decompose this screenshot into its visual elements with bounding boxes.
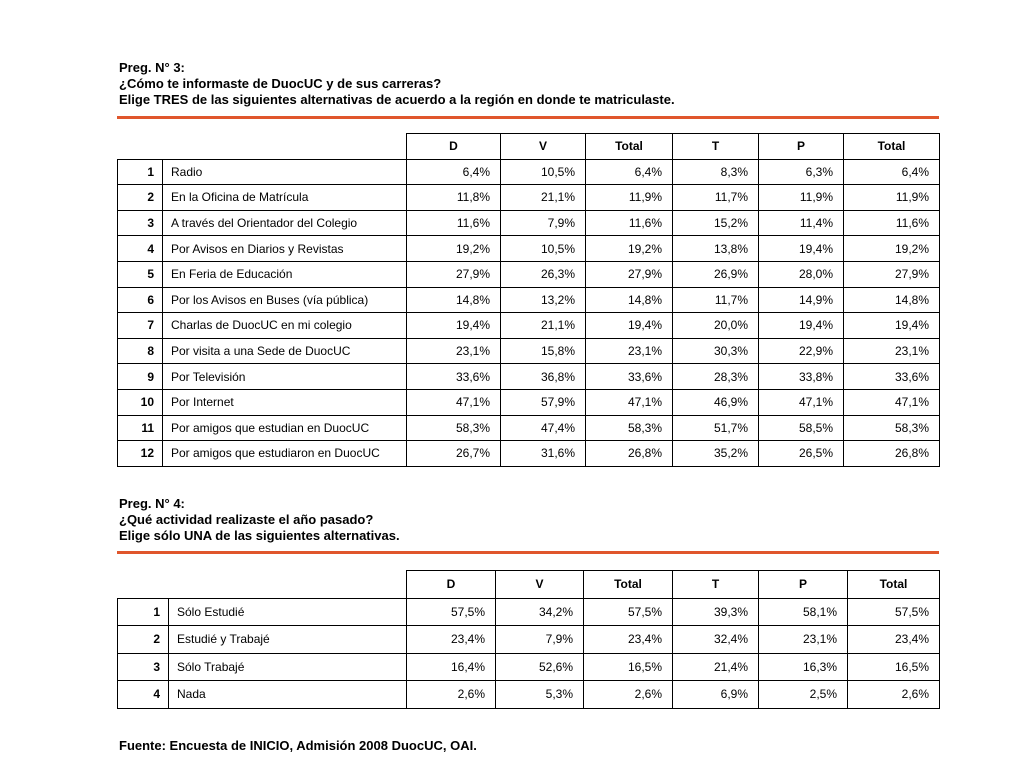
- value-cell: 16,4%: [407, 653, 496, 681]
- row-number: 4: [118, 681, 169, 709]
- value-cell: 14,8%: [844, 287, 940, 313]
- row-label: Sólo Trabajé: [169, 653, 407, 681]
- column-header: D: [407, 134, 501, 160]
- table-row: [118, 287, 940, 313]
- value-cell: 11,9%: [586, 185, 673, 211]
- table-row: [118, 598, 940, 626]
- q3-table: [117, 133, 940, 467]
- value-cell: 58,3%: [844, 415, 940, 441]
- value-cell: 11,6%: [407, 210, 501, 236]
- q3-divider: [117, 116, 939, 119]
- value-cell: 58,3%: [586, 415, 673, 441]
- value-cell: 19,2%: [407, 236, 501, 262]
- value-cell: 7,9%: [501, 210, 586, 236]
- value-cell: 2,6%: [584, 681, 673, 709]
- row-label: Radio: [163, 159, 407, 185]
- column-header: Total: [848, 571, 940, 599]
- row-number: 10: [118, 389, 163, 415]
- value-cell: 22,9%: [759, 338, 844, 364]
- row-number: 8: [118, 338, 163, 364]
- value-cell: 19,4%: [759, 236, 844, 262]
- value-cell: 52,6%: [496, 653, 584, 681]
- table-row: [118, 159, 940, 185]
- q3-title: Preg. N° 3:: [119, 60, 185, 75]
- value-cell: 16,5%: [848, 653, 940, 681]
- q4-header-row: [118, 571, 940, 599]
- value-cell: 46,9%: [673, 389, 759, 415]
- column-header: P: [759, 134, 844, 160]
- value-cell: 19,4%: [844, 313, 940, 339]
- row-label: Por amigos que estudian en DuocUC: [163, 415, 407, 441]
- value-cell: 8,3%: [673, 159, 759, 185]
- value-cell: 27,9%: [844, 261, 940, 287]
- value-cell: 26,8%: [586, 441, 673, 467]
- value-cell: 26,7%: [407, 441, 501, 467]
- blank-cell: [118, 134, 163, 160]
- row-number: 2: [118, 626, 169, 654]
- value-cell: 39,3%: [673, 598, 759, 626]
- value-cell: 28,3%: [673, 364, 759, 390]
- column-header: P: [759, 571, 848, 599]
- value-cell: 47,1%: [586, 389, 673, 415]
- value-cell: 30,3%: [673, 338, 759, 364]
- value-cell: 14,9%: [759, 287, 844, 313]
- row-number: 4: [118, 236, 163, 262]
- value-cell: 6,4%: [844, 159, 940, 185]
- q4-heading: [119, 496, 400, 544]
- value-cell: 6,4%: [407, 159, 501, 185]
- column-header: T: [673, 571, 759, 599]
- row-label: En la Oficina de Matrícula: [163, 185, 407, 211]
- row-number: 3: [118, 210, 163, 236]
- value-cell: 26,8%: [844, 441, 940, 467]
- row-number: 6: [118, 287, 163, 313]
- table-row: [118, 389, 940, 415]
- value-cell: 57,5%: [584, 598, 673, 626]
- row-label: Sólo Estudié: [169, 598, 407, 626]
- value-cell: 26,5%: [759, 441, 844, 467]
- value-cell: 58,3%: [407, 415, 501, 441]
- value-cell: 33,8%: [759, 364, 844, 390]
- value-cell: 47,1%: [407, 389, 501, 415]
- value-cell: 23,1%: [407, 338, 501, 364]
- value-cell: 11,7%: [673, 287, 759, 313]
- q4-divider: [117, 551, 939, 554]
- q3-question: ¿Cómo te informaste de DuocUC y de sus carreras?: [119, 76, 442, 91]
- value-cell: 6,9%: [673, 681, 759, 709]
- column-header: D: [407, 571, 496, 599]
- value-cell: 10,5%: [501, 236, 586, 262]
- value-cell: 11,7%: [673, 185, 759, 211]
- value-cell: 58,5%: [759, 415, 844, 441]
- value-cell: 36,8%: [501, 364, 586, 390]
- value-cell: 6,4%: [586, 159, 673, 185]
- value-cell: 19,4%: [586, 313, 673, 339]
- value-cell: 47,1%: [844, 389, 940, 415]
- row-number: 5: [118, 261, 163, 287]
- value-cell: 21,1%: [501, 313, 586, 339]
- q4-instruction: Elige sólo UNA de las siguientes alternativas.: [119, 528, 400, 543]
- value-cell: 23,4%: [584, 626, 673, 654]
- table-row: [118, 210, 940, 236]
- table-row: [118, 236, 940, 262]
- value-cell: 13,2%: [501, 287, 586, 313]
- q3-header-row: [118, 134, 940, 160]
- value-cell: 33,6%: [844, 364, 940, 390]
- value-cell: 6,3%: [759, 159, 844, 185]
- value-cell: 33,6%: [407, 364, 501, 390]
- value-cell: 32,4%: [673, 626, 759, 654]
- value-cell: 23,1%: [586, 338, 673, 364]
- table-row: [118, 626, 940, 654]
- value-cell: 19,4%: [407, 313, 501, 339]
- value-cell: 47,4%: [501, 415, 586, 441]
- value-cell: 19,4%: [759, 313, 844, 339]
- value-cell: 14,8%: [586, 287, 673, 313]
- value-cell: 26,3%: [501, 261, 586, 287]
- value-cell: 11,9%: [759, 185, 844, 211]
- q4-question: ¿Qué actividad realizaste el año pasado?: [119, 512, 374, 527]
- value-cell: 2,6%: [848, 681, 940, 709]
- row-label: A través del Orientador del Colegio: [163, 210, 407, 236]
- value-cell: 19,2%: [844, 236, 940, 262]
- table-row: [118, 364, 940, 390]
- value-cell: 15,2%: [673, 210, 759, 236]
- value-cell: 47,1%: [759, 389, 844, 415]
- column-header: Total: [586, 134, 673, 160]
- q3-heading: [119, 60, 675, 108]
- value-cell: 11,9%: [844, 185, 940, 211]
- row-number: 1: [118, 598, 169, 626]
- row-label: Por Televisión: [163, 364, 407, 390]
- q4-table: [117, 570, 940, 709]
- value-cell: 57,9%: [501, 389, 586, 415]
- table-row: [118, 261, 940, 287]
- value-cell: 58,1%: [759, 598, 848, 626]
- blank-cell: [163, 134, 407, 160]
- q3-instruction: Elige TRES de las siguientes alternativas de acuerdo a la región en donde te matriculaste.: [119, 92, 675, 107]
- table-row: [118, 415, 940, 441]
- value-cell: 21,4%: [673, 653, 759, 681]
- value-cell: 11,6%: [844, 210, 940, 236]
- row-label: Por los Avisos en Buses (vía pública): [163, 287, 407, 313]
- value-cell: 31,6%: [501, 441, 586, 467]
- value-cell: 19,2%: [586, 236, 673, 262]
- value-cell: 11,6%: [586, 210, 673, 236]
- table-row: [118, 681, 940, 709]
- value-cell: 23,1%: [759, 626, 848, 654]
- table-row: [118, 653, 940, 681]
- blank-cell: [118, 571, 169, 599]
- row-number: 3: [118, 653, 169, 681]
- value-cell: 35,2%: [673, 441, 759, 467]
- source-note: Fuente: Encuesta de INICIO, Admisión 2008 DuocUC, OAI.: [119, 738, 477, 753]
- value-cell: 7,9%: [496, 626, 584, 654]
- q4-title: Preg. N° 4:: [119, 496, 185, 511]
- value-cell: 5,3%: [496, 681, 584, 709]
- value-cell: 16,3%: [759, 653, 848, 681]
- row-label: Por Internet: [163, 389, 407, 415]
- value-cell: 2,6%: [407, 681, 496, 709]
- value-cell: 51,7%: [673, 415, 759, 441]
- value-cell: 28,0%: [759, 261, 844, 287]
- value-cell: 20,0%: [673, 313, 759, 339]
- value-cell: 26,9%: [673, 261, 759, 287]
- column-header: T: [673, 134, 759, 160]
- table-row: [118, 441, 940, 467]
- value-cell: 11,4%: [759, 210, 844, 236]
- row-label: Estudié y Trabajé: [169, 626, 407, 654]
- column-header: V: [496, 571, 584, 599]
- value-cell: 23,4%: [407, 626, 496, 654]
- table-row: [118, 185, 940, 211]
- value-cell: 57,5%: [848, 598, 940, 626]
- value-cell: 27,9%: [407, 261, 501, 287]
- value-cell: 14,8%: [407, 287, 501, 313]
- table-row: [118, 313, 940, 339]
- value-cell: 33,6%: [586, 364, 673, 390]
- row-label: Por Avisos en Diarios y Revistas: [163, 236, 407, 262]
- value-cell: 23,4%: [848, 626, 940, 654]
- column-header: Total: [844, 134, 940, 160]
- value-cell: 2,5%: [759, 681, 848, 709]
- row-number: 9: [118, 364, 163, 390]
- value-cell: 15,8%: [501, 338, 586, 364]
- value-cell: 11,8%: [407, 185, 501, 211]
- row-number: 7: [118, 313, 163, 339]
- column-header: Total: [584, 571, 673, 599]
- table-row: [118, 338, 940, 364]
- value-cell: 57,5%: [407, 598, 496, 626]
- row-label: Nada: [169, 681, 407, 709]
- column-header: V: [501, 134, 586, 160]
- row-number: 2: [118, 185, 163, 211]
- value-cell: 34,2%: [496, 598, 584, 626]
- blank-cell: [169, 571, 407, 599]
- value-cell: 21,1%: [501, 185, 586, 211]
- row-number: 1: [118, 159, 163, 185]
- value-cell: 27,9%: [586, 261, 673, 287]
- row-label: Por visita a una Sede de DuocUC: [163, 338, 407, 364]
- row-number: 12: [118, 441, 163, 467]
- row-label: Por amigos que estudiaron en DuocUC: [163, 441, 407, 467]
- value-cell: 13,8%: [673, 236, 759, 262]
- row-label: En Feria de Educación: [163, 261, 407, 287]
- value-cell: 23,1%: [844, 338, 940, 364]
- row-label: Charlas de DuocUC en mi colegio: [163, 313, 407, 339]
- value-cell: 16,5%: [584, 653, 673, 681]
- value-cell: 10,5%: [501, 159, 586, 185]
- row-number: 11: [118, 415, 163, 441]
